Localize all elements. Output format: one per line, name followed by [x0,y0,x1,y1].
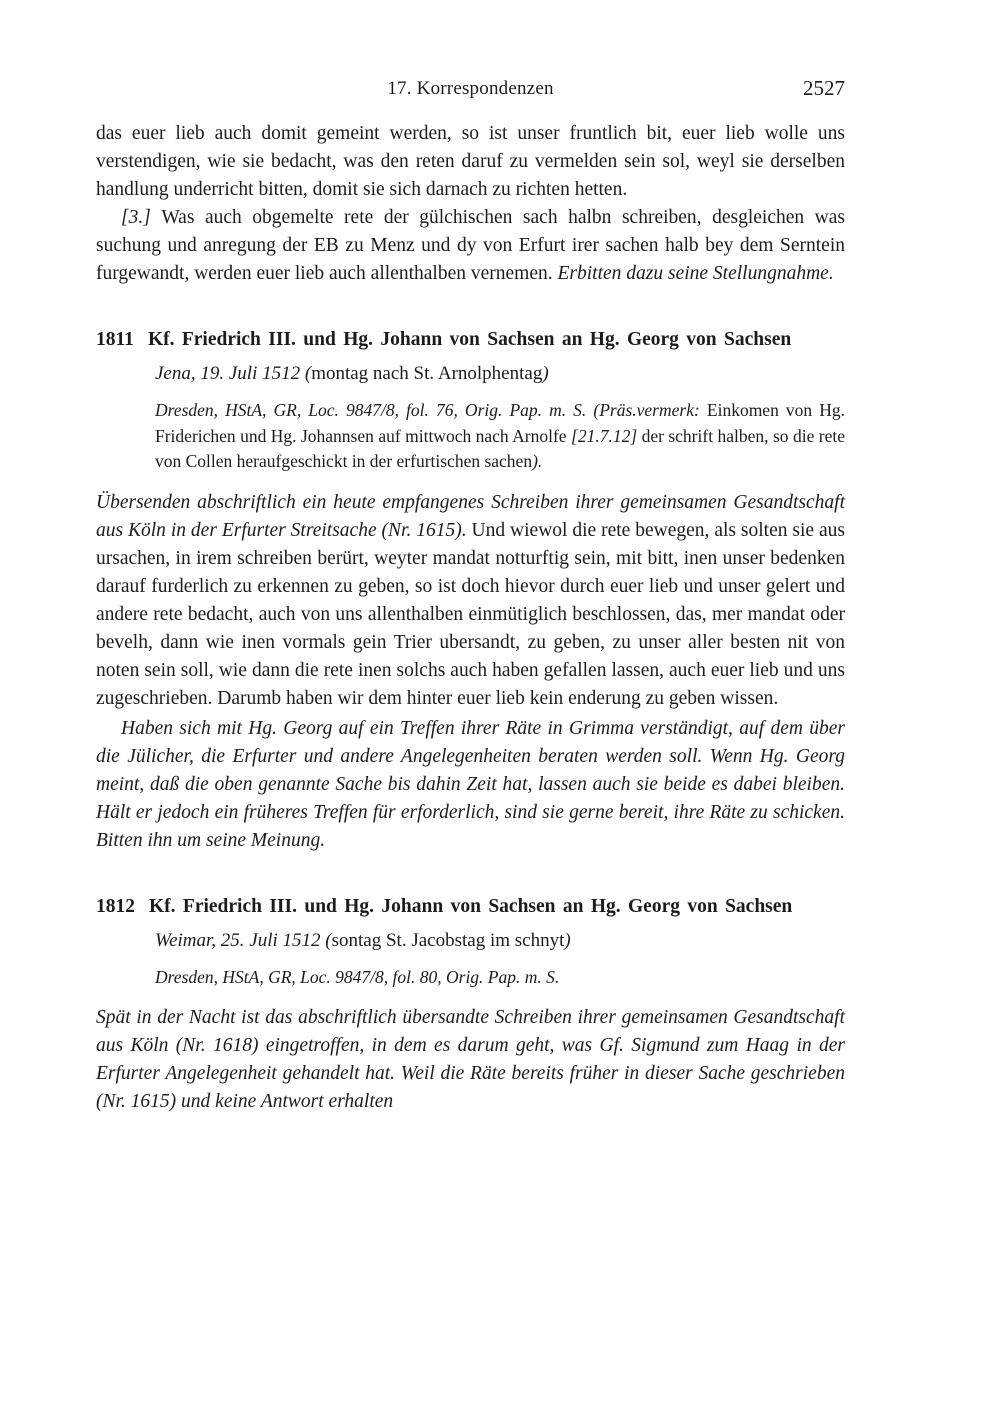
entry-summary [96,489,845,713]
text-segment-italic: [21.7.12] [571,425,638,446]
text-segment: sontag St. Jacobstag im schnyt [331,929,565,951]
entry-regest [96,1004,845,1116]
entry-source-citation [155,398,845,475]
text-segment-italic: Jena, 19. Juli 1512 ( [155,363,312,384]
text-segment: Einkomen von Hg. Friderichen und Hg. Johannsen auf mittwoch nach Arnolfe [155,400,845,446]
body-paragraph [96,204,845,288]
page-header [96,78,845,106]
text-segment: Und wiewol die rete bewegen, als solten sie aus ursachen, in irem schreiben berürt, weyter mandat notturftig sein, mit bitt, inen unser bedenken darauf furderlich zu erkennen zu geben, so ist doch hievor durch euer lieb und unser gelert und andere rete bedacht, auch von uns allenthalben einmütiglich beschlossen, das, mer mandat oder bevelh, dann wie inen vormals gein Trier ubersandt, zu geben, zu unser aller besten nit von noten sein soll, wie dann die rete inen solchs auch haben gefallen lassen, auch euer lieb und uns zugeschrieben. Darumb haben wir dem hinter euer lieb kein enderung zu geben wissen. [96,519,845,709]
text-segment-italic: ) [564,929,571,951]
entry-source-citation [155,965,845,991]
entry-dateline [155,927,845,955]
text-segment-italic: Erbitten dazu seine Stellungnahme. [557,263,834,284]
text-segment-italic: Dresden, HStA, GR, Loc. 9847/8, fol. 80, Orig. Pap. m. S. [155,966,560,987]
page-number: 2527 [803,76,845,100]
running-title: 17. Korrespondenzen [387,78,554,99]
text-segment-italic: Weimar, 25. Juli 1512 ( [155,929,332,951]
text-segment: der schrift halben, so die rete von Collen heraufgeschickt in der erfurtischen sachen [155,425,845,471]
entry-heading-1812 [96,893,845,921]
text-segment-italic: Haben sich mit Hg. Georg auf ein Treffen ihrer Räte in Grimma verständigt, auf dem über die Jülicher, die Erfurter und andere Angelegenheiten beraten werden soll. Wenn Hg. Georg meint, daß die oben genannte Sache bis dahin Zeit hat, lassen auch sie beide es dabei bleiben. Hält er jedoch ein früheres Treffen für erforderlich, sind sie gerne bereit, ihre Räte zu schicken. Bitten ihn um seine Meinung. [96,717,845,851]
text-segment-italic: ) [542,363,549,384]
entry-number: 1812 [96,895,135,917]
text-segment: Was auch obgemelte rete der gülchischen sach halbn schreiben, desgleichen was suchung und anregung der EB zu Menz und dy von Erfurt irer sachen halb bey dem Serntein furgewandt, werden euer lieb auch allenthalben vernemen. [96,207,845,284]
entry-title: Kf. Friedrich III. und Hg. Johann von Sachsen an Hg. Georg von Sachsen [149,895,793,917]
text-segment-italic: [3.] [121,207,162,228]
entry-title: Kf. Friedrich III. und Hg. Johann von Sachsen an Hg. Georg von Sachsen [147,329,792,350]
text-segment-italic: Übersenden abschriftlich ein heute empfangenes Schreiben ihrer gemeinsamen Gesandtschaft aus Köln in der Erfurter Streitsache (Nr. 1615). [96,491,845,541]
text-segment-italic: Spät in der Nacht ist das abschriftlich übersandte Schreiben ihrer gemeinsamen Gesandtschaft aus Köln (Nr. 1618) eingetroffen, in dem es darum geht, was Gf. Sigmund zum Haag in der Erfurter Angelegenheit gehandelt hat. Weil die Räte bereits früher in dieser Sache geschrieben (Nr. 1615) und keine Antwort erhalten [96,1007,845,1112]
text-segment-italic: Dresden, HStA, GR, Loc. 9847/8, fol. 76, Orig. Pap. m. S. (Präs.vermerk: [155,400,707,420]
entry-number: 1811 [96,329,134,350]
entry-regest [96,715,845,855]
text-segment: montag nach St. Arnolphentag [311,363,543,384]
entry-dateline [155,360,845,388]
entry-heading-1811 [96,326,845,354]
text-segment: das euer lieb auch domit gemeint werden, so ist unser fruntlich bit, euer lieb wolle uns verstendigen, wie sie bedacht, was den reten daruf zu vermelden sein sol, weyl sie derselben handlung underricht bitten, domit sie sich darnach zu richten hetten. [96,123,845,200]
body-paragraph [96,120,845,204]
text-segment-italic: ). [532,451,543,471]
